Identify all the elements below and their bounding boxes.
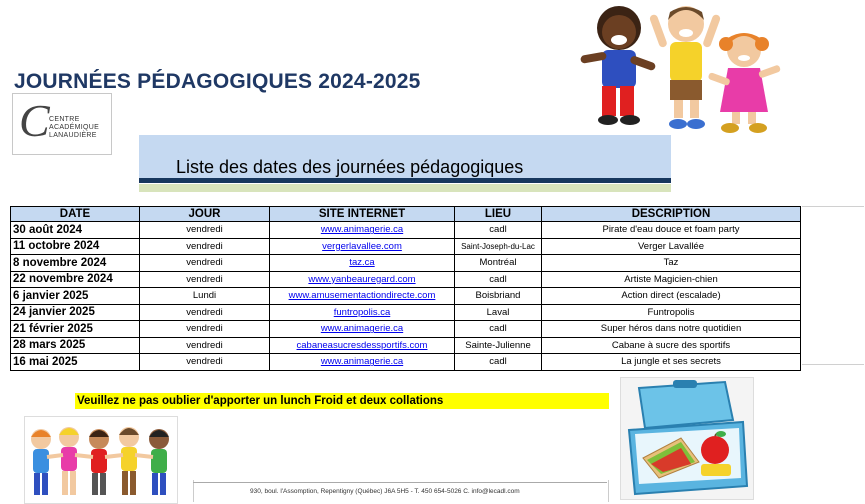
table-row	[11, 255, 801, 272]
cell-date: 6 janvier 2025	[11, 288, 140, 305]
footer-rule	[193, 482, 607, 483]
cell-jour: vendredi	[140, 271, 270, 288]
cell-description: Super héros dans notre quotidien	[542, 321, 801, 338]
cell-description: Funtropolis	[542, 304, 801, 321]
cell-description: La jungle et ses secrets	[542, 354, 801, 371]
cell-jour: vendredi	[140, 337, 270, 354]
logo-line-3: LANAUDIÈRE	[49, 132, 97, 139]
table-row	[11, 321, 801, 338]
table-header-row	[11, 207, 801, 222]
cell-site	[270, 222, 455, 239]
table-row	[11, 238, 801, 255]
cell-date: 11 octobre 2024	[11, 238, 140, 255]
col-header-description: DESCRIPTION	[542, 207, 801, 222]
logo-c-mark-icon: C	[19, 95, 50, 146]
site-link[interactable]: taz.ca	[349, 257, 375, 269]
col-header-site: SITE INTERNET	[270, 207, 455, 222]
logo-text	[49, 116, 99, 140]
table-row	[11, 222, 801, 239]
cell-jour: vendredi	[140, 354, 270, 371]
cell-date: 30 août 2024	[11, 222, 140, 239]
page-title: JOURNÉES PÉDAGOGIQUES 2024-2025	[14, 70, 421, 93]
table-row	[11, 337, 801, 354]
cell-date: 22 novembre 2024	[11, 271, 140, 288]
cell-jour: vendredi	[140, 321, 270, 338]
site-link[interactable]: cabaneasucresdessportifs.com	[296, 339, 428, 351]
site-link[interactable]: www.animagerie.ca	[320, 323, 404, 335]
cell-description: Action direct (escalade)	[542, 288, 801, 305]
col-header-lieu: LIEU	[455, 207, 542, 222]
cell-description: Artiste Magicien-chien	[542, 271, 801, 288]
banner-rule-light	[139, 184, 671, 192]
cell-site	[270, 354, 455, 371]
cell-date: 28 mars 2025	[11, 337, 140, 354]
table-row	[11, 288, 801, 305]
logo-line-2: ACADÉMIQUE	[49, 124, 100, 131]
cell-date: 16 mai 2025	[11, 354, 140, 371]
cell-date: 24 janvier 2025	[11, 304, 140, 321]
cell-site	[270, 271, 455, 288]
cell-jour: vendredi	[140, 304, 270, 321]
cell-lieu: cadl	[455, 271, 542, 288]
cell-site	[270, 255, 455, 272]
table-row	[11, 354, 801, 371]
cell-description: Cabane à sucre des sportifs	[542, 337, 801, 354]
cell-description: Verger Lavallée	[542, 238, 801, 255]
cell-date: 8 novembre 2024	[11, 255, 140, 272]
site-link[interactable]: vergerlavallee.com	[322, 240, 402, 252]
banner-title: Liste des dates des journées pédagogiques	[176, 157, 524, 177]
cell-lieu: cadl	[455, 321, 542, 338]
cell-site	[270, 288, 455, 305]
col-header-date: DATE	[11, 207, 140, 222]
col-header-jour: JOUR	[140, 207, 270, 222]
cell-jour: Lundi	[140, 288, 270, 305]
lunch-reminder: Veuillez ne pas oublier d'apporter un lunch Froid et deux collations	[75, 393, 609, 409]
lunchbox-icon	[620, 377, 754, 500]
cell-site	[270, 304, 455, 321]
cell-lieu: Boisbriand	[455, 288, 542, 305]
site-link[interactable]: www.amusementactiondirecte.com	[288, 290, 436, 302]
site-link[interactable]: www.animagerie.ca	[320, 356, 404, 368]
cell-site	[270, 337, 455, 354]
cell-lieu: Montréal	[455, 255, 542, 272]
footer-address: 930, boul. l'Assomption, Repentigny (Québec) J6A 5H5 - T. 450 654-5026 C. info@lecadl.com	[250, 488, 520, 495]
logo-line-1: CENTRE	[49, 116, 80, 123]
cell-jour: vendredi	[140, 238, 270, 255]
five-kids-holding-hands-icon	[24, 416, 178, 504]
cell-lieu: cadl	[455, 354, 542, 371]
site-link[interactable]: funtropolis.ca	[333, 306, 391, 318]
cell-site	[270, 321, 455, 338]
dates-table	[10, 206, 801, 371]
cell-description: Pirate d'eau douce et foam party	[542, 222, 801, 239]
table-row	[11, 304, 801, 321]
sheet-extra-column	[802, 206, 864, 365]
cell-jour: vendredi	[140, 222, 270, 239]
cell-lieu: cadl	[455, 222, 542, 239]
cell-date: 21 février 2025	[11, 321, 140, 338]
cell-site	[270, 238, 455, 255]
cell-lieu: Laval	[455, 304, 542, 321]
cell-lieu: Sainte-Julienne	[455, 337, 542, 354]
banner-rule-dark	[139, 178, 671, 183]
cell-description: Taz	[542, 255, 801, 272]
cell-lieu: Saint-Joseph-du-Lac	[455, 238, 542, 255]
table-row	[11, 271, 801, 288]
site-link[interactable]: www.yanbeauregard.com	[308, 273, 416, 285]
site-link[interactable]: www.animagerie.ca	[320, 224, 404, 236]
three-kids-cheering-icon	[574, 0, 784, 140]
cell-jour: vendredi	[140, 255, 270, 272]
school-logo	[12, 93, 112, 155]
